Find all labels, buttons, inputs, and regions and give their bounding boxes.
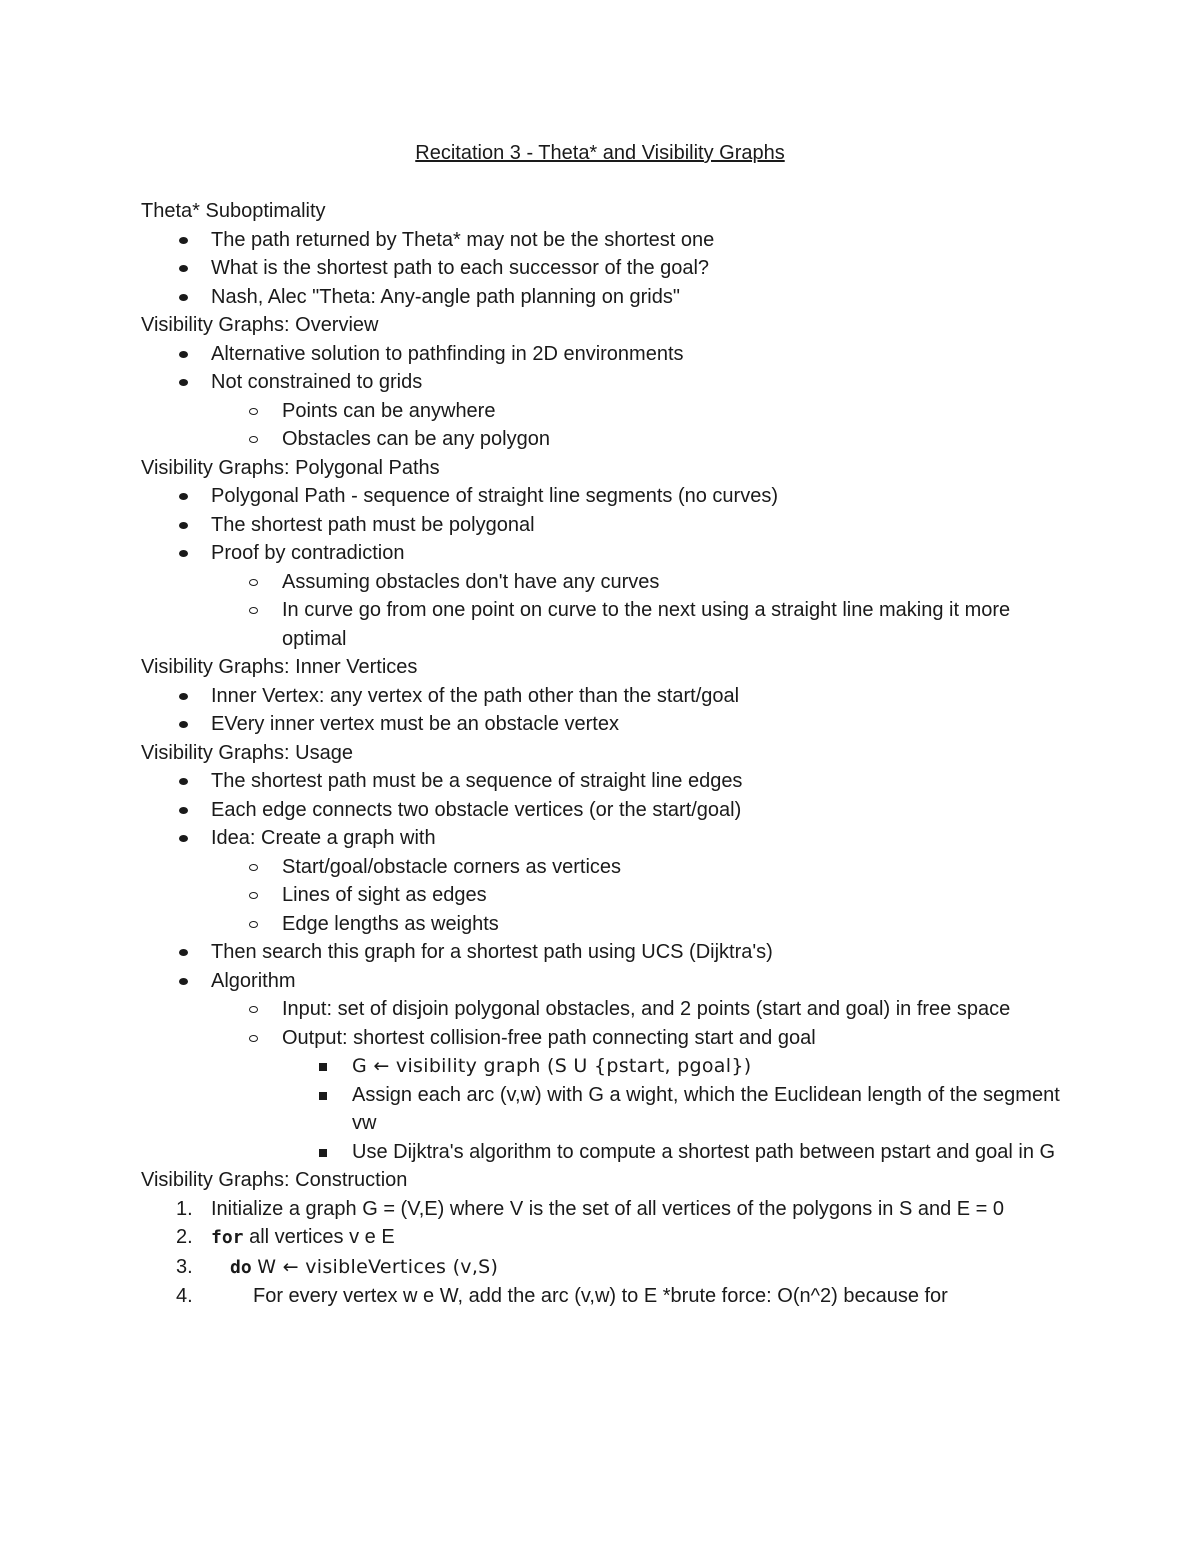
bullet-list — [141, 226, 1061, 312]
numbered-step — [141, 1223, 1061, 1253]
sub-sub-list-item: Assign each arc (v,w) with G a wight, which the Euclidean length of the segment vw — [141, 1081, 1061, 1138]
sub-list-item: Points can be anywhere — [141, 397, 1061, 426]
list-item: Idea: Create a graph with — [141, 824, 1061, 853]
list-item: The shortest path must be polygonal — [141, 511, 1061, 540]
section-heading: Theta* Suboptimality — [141, 200, 326, 222]
section-heading: Visibility Graphs: Usage — [141, 741, 353, 764]
step-number: 4. — [176, 1285, 193, 1307]
numbered-step — [141, 1195, 1061, 1224]
sub-sub-list-item: Use Dijktra's algorithm to compute a shortest path between pstart and goal in G — [141, 1138, 1061, 1167]
sub-list-item: Edge lengths as weights — [141, 910, 1061, 939]
bullet-list — [141, 682, 1061, 739]
sub-list-item: Assuming obstacles don't have any curves — [141, 568, 1061, 597]
list-item: Algorithm — [141, 967, 1061, 996]
list-item: EVery inner vertex must be an obstacle vertex — [141, 710, 1061, 739]
document-body — [141, 197, 1061, 1311]
bullet-list — [141, 340, 1061, 454]
step-keyword: for — [211, 1227, 244, 1248]
list-item: The shortest path must be a sequence of straight line edges — [141, 767, 1061, 796]
sub-list-item: Lines of sight as edges — [141, 881, 1061, 910]
list-item: Proof by contradiction — [141, 539, 1061, 568]
numbered-list — [141, 1195, 1061, 1311]
numbered-step — [141, 1253, 1061, 1283]
section-heading: Visibility Graphs: Construction — [141, 1169, 408, 1191]
bullet-list — [141, 767, 1061, 1166]
sub-list-item: Start/goal/obstacle corners as vertices — [141, 853, 1061, 882]
sub-list-item: Input: set of disjoin polygonal obstacles, and 2 points (start and goal) in free space — [141, 995, 1061, 1024]
sub-list-item: Output: shortest collision-free path connecting start and goal — [141, 1024, 1061, 1053]
sub-list-item: In curve go from one point on curve to the next using a straight line making it more optimal — [141, 596, 1061, 653]
step-number: 3. — [176, 1255, 193, 1278]
step-number: 2. — [176, 1226, 193, 1248]
list-item: Each edge connects two obstacle vertices (or the start/goal) — [141, 796, 1061, 825]
step-keyword: do — [230, 1256, 252, 1278]
list-item: Polygonal Path - sequence of straight line segments (no curves) — [141, 482, 1061, 511]
bullet-list — [141, 482, 1061, 653]
list-item: The path returned by Theta* may not be the shortest one — [141, 226, 1061, 255]
page-title: Recitation 3 - Theta* and Visibility Graphs — [415, 142, 785, 164]
step-number: 1. — [176, 1197, 193, 1220]
step-text: Initialize a graph G = (V,E) where V is the set of all vertices of the polygons in S and E = 0 — [211, 1197, 1005, 1220]
list-item: Then search this graph for a shortest path using UCS (Dijktra's) — [141, 938, 1061, 967]
section-heading: Visibility Graphs: Inner Vertices — [141, 656, 418, 678]
list-item: Alternative solution to pathfinding in 2D environments — [141, 340, 1061, 369]
section-heading: Visibility Graphs: Overview — [141, 314, 379, 336]
step-text: For every vertex w e W, add the arc (v,w) to E *brute force: O(n^2) because for — [253, 1285, 948, 1307]
sub-list-item: Obstacles can be any polygon — [141, 425, 1061, 454]
list-item: Not constrained to grids — [141, 368, 1061, 397]
step-text: W ← visibleVertices (v,S) — [257, 1255, 499, 1278]
sub-sub-list-item: G ← visibility graph (S U {pstart, pgoal}) — [141, 1052, 1061, 1081]
numbered-step — [141, 1282, 1061, 1311]
list-item: What is the shortest path to each successor of the goal? — [141, 254, 1061, 283]
list-item: Nash, Alec "Theta: Any-angle path planning on grids" — [141, 283, 1061, 312]
list-item: Inner Vertex: any vertex of the path other than the start/goal — [141, 682, 1061, 711]
step-text: all vertices v e E — [249, 1226, 395, 1248]
section-heading: Visibility Graphs: Polygonal Paths — [141, 456, 440, 479]
